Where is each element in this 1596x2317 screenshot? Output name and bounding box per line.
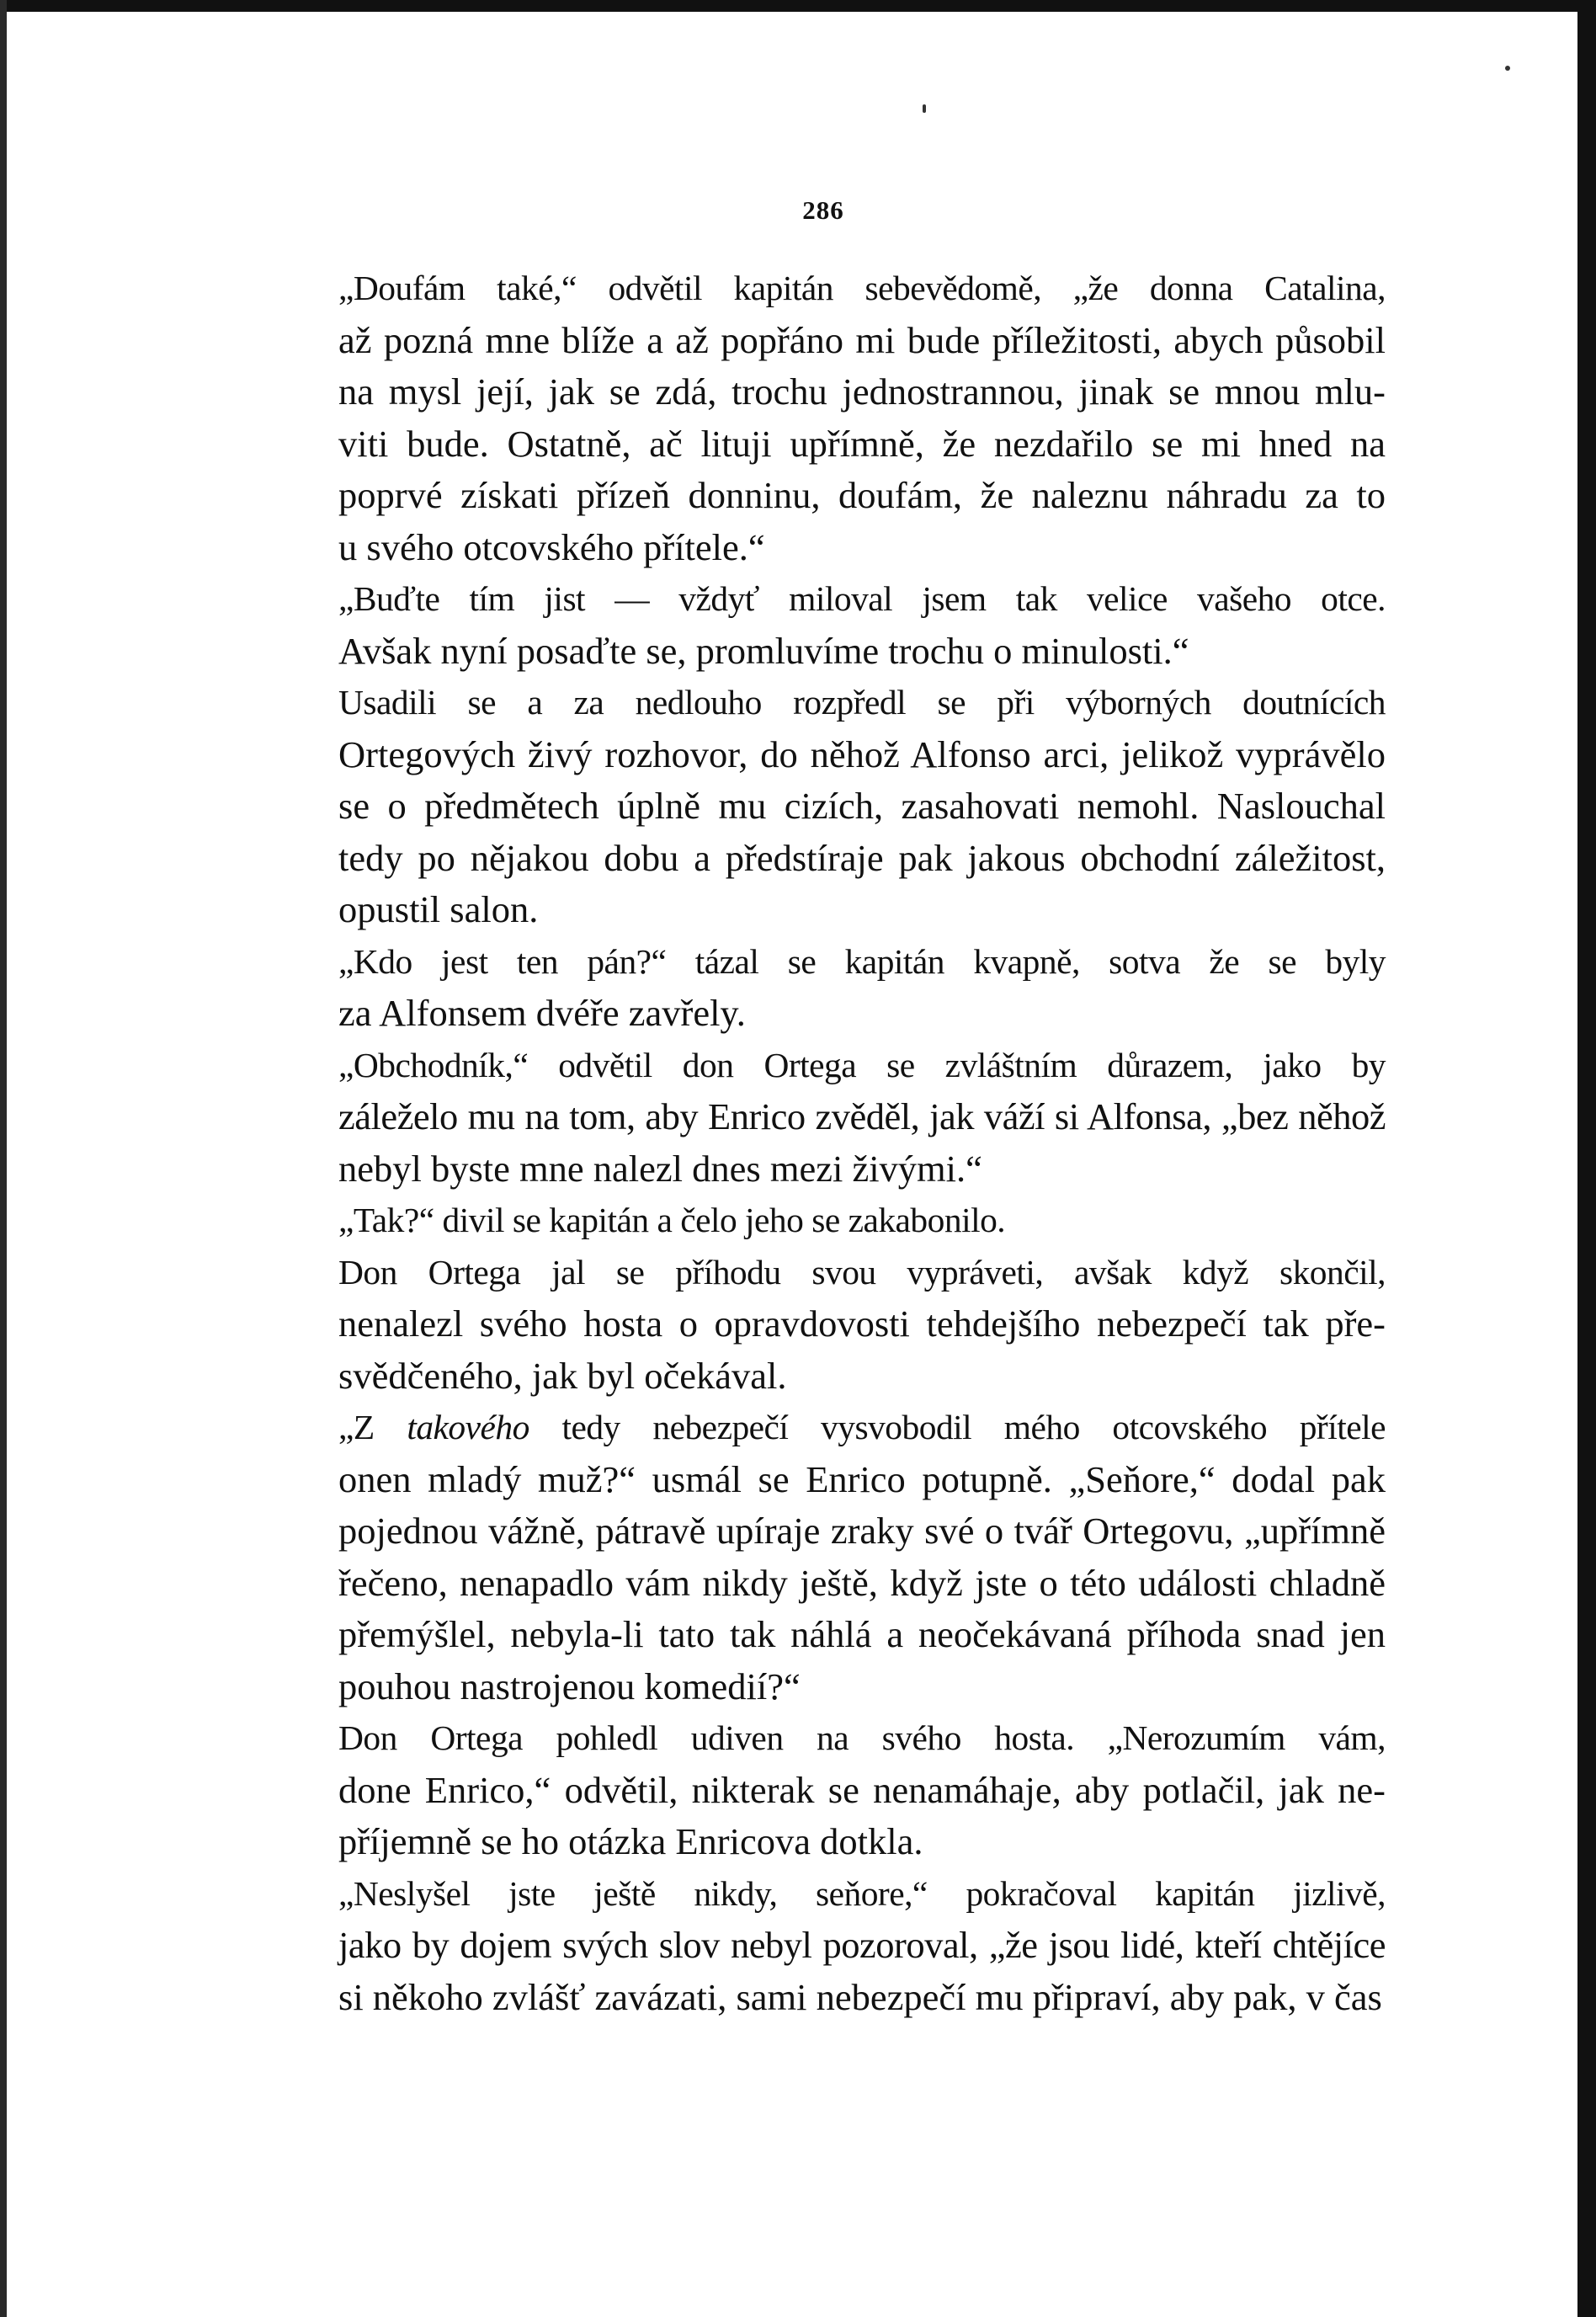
- paragraph: [261, 936, 1386, 1040]
- scan-speck: [923, 104, 926, 113]
- text-line: Usadili se a za nedlouho rozpředl se při výborných doutnících: [338, 683, 1386, 722]
- text-line: tedy po nějakou dobu a předstíraje pak jakous obchodní záležitost,: [338, 836, 1386, 879]
- text-line: Don Ortega jal se příhodu svou vypráveti, avšak když skončil,: [338, 1252, 1386, 1292]
- text-line: na mysl její, jak se zdá, trochu jednostrannou, jinak se mnou mlu-: [338, 370, 1386, 413]
- text-line: nebyl byste mne nalezl dnes mezi živými.“: [338, 1147, 982, 1190]
- book-page: [261, 195, 1386, 2023]
- text-line: záleželo mu na tom, aby Enrico zvěděl, jak váží si Alfonsa, „bez něhož: [338, 1095, 1386, 1137]
- text-line: svědčeného, jak byl očekával.: [338, 1354, 787, 1397]
- text-line: „Kdo jest ten pán?“ tázal se kapitán kvapně, sotva že se byly: [338, 941, 1386, 981]
- text-line: „Obchodník,“ odvětil don Ortega se zvláštním důrazem, jako by: [338, 1045, 1386, 1084]
- text-line: „Doufám také,“ odvětil kapitán sebevědomě, „že donna Catalina,: [338, 269, 1386, 307]
- paragraph: [261, 1040, 1386, 1196]
- text-line: opustil salon.: [338, 888, 539, 930]
- scan-border-right: [1577, 0, 1596, 2317]
- text-line: až pozná mne blíže a až popřáno mi bude příležitosti, abych působil: [338, 318, 1386, 361]
- text-line: „Neslyšel jste ještě nikdy, seňore,“ pokračoval kapitán jizlivě,: [338, 1873, 1386, 1913]
- paragraph: [261, 573, 1386, 677]
- text-line: za Alfonsem dvéře zavřely.: [338, 992, 746, 1034]
- text-line: si někoho zvlášť zavázati, sami nebezpečí mu připraví, aby pak, v čas: [338, 1975, 1382, 2018]
- text-line: u svého otcovského přítele.“: [338, 525, 765, 568]
- text-line: Don Ortega pohledl udiven na svého hosta. „Nerozumím vám,: [338, 1718, 1386, 1757]
- text-line: jako by dojem svých slov nebyl pozoroval, „že jsou lidé, kteří chtějíce: [338, 1924, 1386, 1966]
- text-line: pojednou vážně, pátravě upíraje zraky své o tvář Ortegovu, „upřímně: [338, 1510, 1386, 1552]
- text-line: poprvé získati přízeň donninu, doufám, že naleznu náhradu za to: [338, 474, 1386, 516]
- paragraph: [261, 1195, 1386, 1247]
- text-line: řečeno, nenapadlo vám nikdy ještě, když jste o této události chladně: [338, 1561, 1386, 1604]
- paragraph: [261, 677, 1386, 936]
- text-line: „Tak?“ divil se kapitán a čelo jeho se zakabonilo.: [338, 1201, 1006, 1239]
- text-line: Ortegových živý rozhovor, do něhož Alfonso arci, jelikož vyprávělo: [338, 732, 1386, 775]
- text-line: viti bude. Ostatně, ač lituji upřímně, že nezdařilo se mi hned na: [338, 422, 1386, 465]
- scan-speck: [1505, 66, 1510, 71]
- text-line: přemýšlel, nebyla-li tato tak náhlá a neočekávaná příhoda snad jen: [338, 1613, 1386, 1655]
- paragraph: [261, 1712, 1386, 1868]
- text-line: „Buďte tím jist — vždyť miloval jsem tak velice vašeho otce.: [338, 579, 1386, 618]
- paragraph: [261, 263, 1386, 573]
- scan-border-top: [0, 0, 1596, 12]
- text-line: done Enrico,“ odvětil, nikterak se nenamáhaje, aby potlačil, jak ne-: [338, 1768, 1386, 1811]
- text-line: Avšak nyní posaďte se, promluvíme trochu o minulosti.“: [338, 629, 1189, 672]
- text-line: příjemně se ho otázka Enricova dotkla.: [338, 1820, 923, 1862]
- text-line: pouhou nastrojenou komedií?“: [338, 1665, 801, 1707]
- paragraph: [261, 1247, 1386, 1403]
- text-line: „Z takového tedy nebezpečí vysvobodil mého otcovského přítele: [338, 1408, 1386, 1446]
- text-line: se o předmětech úplně mu cizích, zasahovati nemohl. Naslouchal: [338, 785, 1386, 827]
- scan-border-left: [0, 0, 7, 2317]
- text-line: onen mladý muž?“ usmál se Enrico potupně. „Seňore,“ dodal pak: [338, 1457, 1386, 1500]
- text-line: nenalezl svého hosta o opravdovosti tehdejšího nebezpečí tak pře-: [338, 1302, 1386, 1345]
- paragraph: [261, 1402, 1386, 1712]
- page-number: 286: [802, 195, 844, 225]
- page-text-body: [261, 263, 1386, 2023]
- paragraph: [261, 1868, 1386, 2024]
